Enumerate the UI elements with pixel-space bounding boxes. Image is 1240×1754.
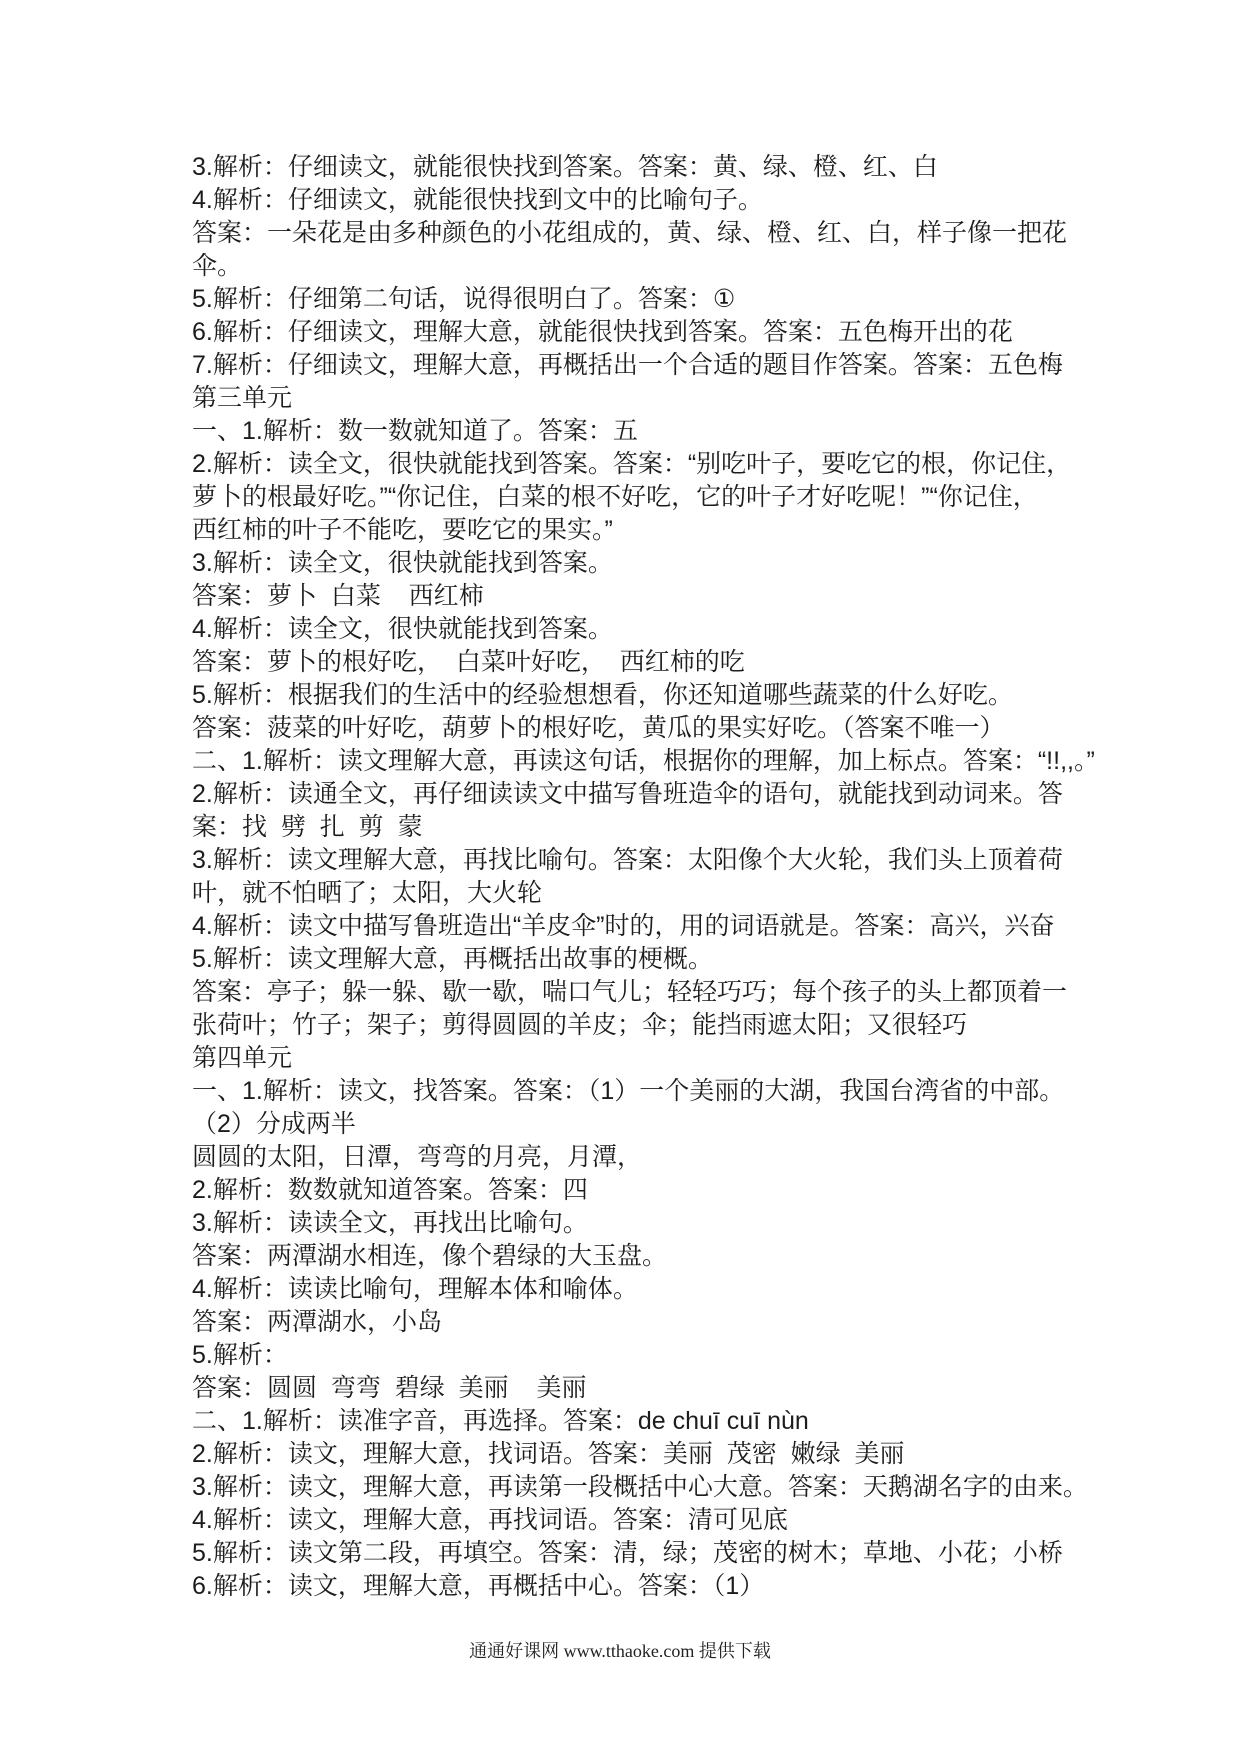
explanation-line: 3.解析：读文理解大意，再找比喻句。答案：太阳像个大火轮，我们头上顶着荷 — [192, 846, 1063, 874]
explanation-line: 5.解析：读文理解大意，再概括出故事的梗概。 — [192, 945, 713, 973]
explanation-line: 4.解析：仔细读文，就能很快找到文中的比喻句子。 — [192, 186, 763, 214]
explanation-line: 6.解析：仔细读文，理解大意，就能很快找到答案。答案：五色梅开出的花 — [192, 318, 1013, 346]
answer-line: 答案：两潭湖水，小岛 — [192, 1308, 443, 1336]
continued-line: 萝卜的根最好吃。”“你记住，白菜的根不好吃，它的叶子才好吃呢！”“你记住， — [192, 483, 1038, 511]
continued-line: 伞。 — [192, 252, 243, 280]
explanation-line: 4.解析：读全文，很快就能找到答案。 — [192, 615, 613, 643]
explanation-line: 3.解析：读文，理解大意，再读第一段概括中心大意。答案：天鹅湖名字的由来。 — [192, 1473, 1088, 1501]
unit-heading-3: 第三单元 — [192, 384, 293, 412]
explanation-line: 2.解析：读全文，很快就能找到答案。答案：“别吃叶子，要吃它的根，你记住， — [192, 450, 1072, 478]
explanation-line: 5.解析：仔细第二句话，说得很明白了。答案：① — [192, 285, 736, 313]
explanation-line: 2.解析：数数就知道答案。答案：四 — [192, 1176, 588, 1204]
page-footer-source: 通通好课网 www.tthaoke.com 提供下载 — [469, 1641, 771, 1661]
explanation-line: 5.解析：读文第二段，再填空。答案：清，绿；茂密的树木；草地、小花；小桥 — [192, 1539, 1063, 1567]
explanation-line: 7.解析：仔细读文，理解大意，再概括出一个合适的题目作答案。答案：五色梅 — [192, 351, 1063, 379]
explanation-line: 4.解析：读文，理解大意，再找词语。答案：清可见底 — [192, 1506, 788, 1534]
explanation-line: 2.解析：读通全文，再仔细读读文中描写鲁班造伞的语句，就能找到动词来。答 — [192, 780, 1063, 808]
explanation-line: 二、1.解析：读准字音，再选择。答案：de chuī cuī nùn — [192, 1407, 809, 1435]
explanation-line: 6.解析：读文，理解大意，再概括中心。答案：（1） — [192, 1572, 765, 1600]
continued-line: 西红柿的叶子不能吃，要吃它的果实。” — [192, 516, 613, 544]
explanation-line: 2.解析：读文，理解大意，找词语。答案：美丽 茂密 嫩绿 美丽 — [192, 1440, 905, 1468]
explanation-line: 二、1.解析：读文理解大意，再读这句话，根据你的理解，加上标点。答案：“!!,,。” — [192, 747, 1095, 775]
continued-line: 张荷叶；竹子；架子；剪得圆圆的羊皮；伞；能挡雨遮太阳；又很轻巧 — [192, 1011, 968, 1039]
answer-key-body — [192, 151, 1202, 1603]
explanation-line: 一、1.解析：数一数就知道了。答案：五 — [192, 417, 638, 445]
explanation-line: 4.解析：读文中描写鲁班造出“羊皮伞”时的，用的词语就是。答案：高兴，兴奋 — [192, 912, 1055, 940]
answer-line: 答案：圆圆 弯弯 碧绿 美丽 美丽 — [192, 1374, 587, 1402]
answer-line: 答案：菠菜的叶好吃，葫萝卜的根好吃，黄瓜的果实好吃。（答案不唯一） — [192, 714, 1005, 742]
explanation-line: 4.解析：读读比喻句，理解本体和喻体。 — [192, 1275, 638, 1303]
explanation-line: 5.解析：根据我们的生活中的经验想想看，你还知道哪些蔬菜的什么好吃。 — [192, 681, 1013, 709]
continued-line: 圆圆的太阳，日潭，弯弯的月亮，月潭， — [192, 1143, 643, 1171]
continued-line: （2）分成两半 — [192, 1110, 356, 1138]
explanation-line: 一、1.解析：读文，找答案。答案：（1）一个美丽的大湖，我国台湾省的中部。 — [192, 1077, 1065, 1105]
answer-line: 答案：两潭湖水相连，像个碧绿的大玉盘。 — [192, 1242, 668, 1270]
explanation-line: 3.解析：仔细读文，就能很快找到答案。答案：黄、绿、橙、红、白 — [192, 153, 938, 181]
explanation-line: 5.解析： — [192, 1341, 288, 1369]
answer-line: 答案：萝卜 白菜 西红柿 — [192, 582, 484, 610]
explanation-line: 3.解析：读读全文，再找出比喻句。 — [192, 1209, 588, 1237]
explanation-line: 3.解析：读全文，很快就能找到答案。 — [192, 549, 613, 577]
continued-line: 案：找 劈 扎 剪 蒙 — [192, 813, 423, 841]
answer-line: 答案：亭子；躲一躲、歇一歇，喘口气儿；轻轻巧巧；每个孩子的头上都顶着一 — [192, 978, 1068, 1006]
unit-heading-4: 第四单元 — [192, 1044, 293, 1072]
answer-line: 答案：一朵花是由多种颜色的小花组成的，黄、绿、橙、红、白，样子像一把花 — [192, 219, 1068, 247]
answer-line: 答案：萝卜的根好吃， 白菜叶好吃， 西红柿的吃 — [192, 648, 745, 676]
continued-line: 叶，就不怕晒了；太阳，大火轮 — [192, 879, 543, 907]
